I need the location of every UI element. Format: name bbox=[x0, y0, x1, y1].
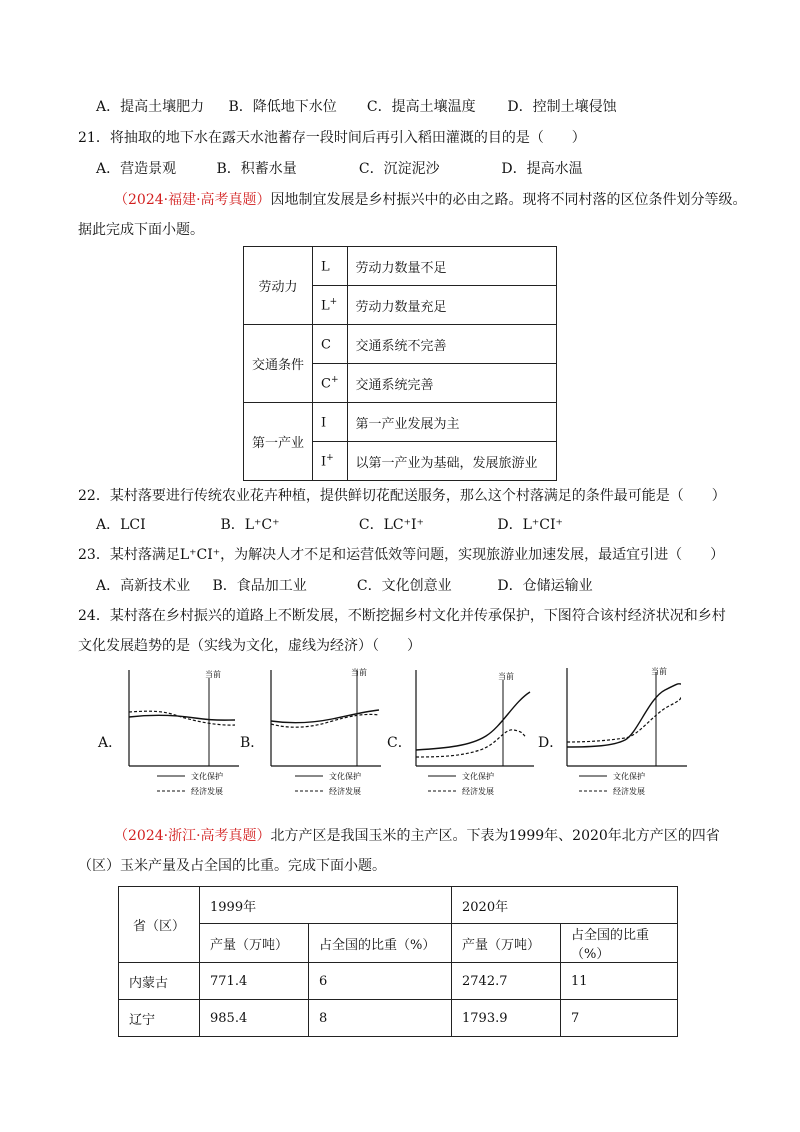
q21-option-c: C．沉淀泥沙 bbox=[358, 161, 440, 177]
q22-option-b: B．L⁺C⁺ bbox=[220, 517, 280, 533]
table-row bbox=[244, 403, 557, 442]
culture-line bbox=[567, 684, 681, 747]
q22-option-c: C．LC⁺I⁺ bbox=[358, 517, 424, 533]
factor-cell: 劳动力 bbox=[244, 247, 313, 325]
graph-a bbox=[115, 662, 245, 804]
graph-d-letter: D． bbox=[538, 735, 564, 751]
culture-line bbox=[129, 715, 235, 720]
table-row bbox=[119, 1000, 678, 1037]
output-2020-cell: 1793.9 bbox=[452, 1000, 561, 1037]
q20-option-b: B．降低地下水位 bbox=[228, 99, 337, 115]
economy-line bbox=[567, 698, 681, 742]
graph-d bbox=[553, 662, 693, 804]
legend-solid-label: 文化保护 bbox=[613, 772, 645, 781]
q24-stem-line2: 文化发展趋势的是（实线为文化，虚线为经济）（ ） bbox=[78, 638, 421, 654]
q23-options bbox=[96, 576, 593, 596]
group2-intro-text: 北方产区是我国玉米的主产区。下表为1999年、2020年北方产区的四省 bbox=[270, 828, 720, 844]
group2-intro-line1 bbox=[114, 826, 720, 846]
table-row bbox=[119, 924, 678, 963]
output-1999-cell: 985.4 bbox=[200, 1000, 309, 1037]
col-share-2020: 占全国的比重（%） bbox=[561, 924, 678, 963]
group1-intro-line2: 据此完成下面小题。 bbox=[78, 222, 204, 238]
col-output-1999: 产量（万吨） bbox=[200, 924, 309, 963]
legend-dashed-label: 经济发展 bbox=[462, 787, 494, 796]
desc-cell: 交通系统完善 bbox=[347, 364, 557, 403]
province-cell: 内蒙古 bbox=[119, 963, 200, 1000]
graph-b bbox=[257, 662, 387, 804]
economy-line bbox=[416, 730, 526, 757]
graph-c-letter: C． bbox=[387, 735, 412, 751]
legend-dashed-label: 经济发展 bbox=[191, 787, 223, 796]
legend-solid-label: 文化保护 bbox=[462, 772, 494, 781]
legend-solid-label: 文化保护 bbox=[191, 772, 223, 781]
year-1999-header: 1999年 bbox=[200, 887, 452, 924]
code-cell: L+ bbox=[313, 286, 348, 325]
group1-source: （2024·福建·高考真题） bbox=[114, 192, 271, 208]
group1-intro-text: 因地制宜发展是乡村振兴中的必由之路。现将不同村落的区位条件划分等级。 bbox=[270, 192, 747, 208]
group1-intro-line1 bbox=[114, 190, 747, 210]
graph-a-letter: A． bbox=[98, 735, 123, 751]
culture-line bbox=[271, 710, 379, 723]
now-label: 当前 bbox=[351, 668, 367, 677]
q24-stem-line1: 24．某村落在乡村振兴的道路上不断发展，不断挖掘乡村文化并传承保护，下图符合该村经济状况和乡村 bbox=[78, 608, 726, 624]
table-row bbox=[119, 963, 678, 1000]
share-2020-cell: 7 bbox=[561, 1000, 678, 1037]
table-row bbox=[244, 247, 557, 286]
group2-source: （2024·浙江·高考真题） bbox=[114, 828, 271, 844]
q22-option-d: D．L⁺CI⁺ bbox=[497, 517, 563, 533]
table-row bbox=[119, 887, 678, 924]
desc-cell: 劳动力数量充足 bbox=[347, 286, 557, 325]
q23-stem: 23．某村落满足L⁺CI⁺，为解决人才不足和运营低效等问题，实现旅游业加速发展，最适宜引进（ ） bbox=[78, 547, 725, 563]
now-label: 当前 bbox=[205, 670, 221, 679]
q22-options bbox=[96, 515, 563, 535]
village-conditions-table bbox=[243, 246, 557, 481]
group2-intro-line2: （区）玉米产量及占全国的比重。完成下面小题。 bbox=[78, 858, 386, 874]
province-header: 省（区） bbox=[119, 887, 200, 963]
q20-option-c: C．提高土壤温度 bbox=[366, 99, 476, 115]
desc-cell: 交通系统不完善 bbox=[347, 325, 557, 364]
code-cell: C+ bbox=[313, 364, 348, 403]
col-output-2020: 产量（万吨） bbox=[452, 924, 561, 963]
legend-dashed-label: 经济发展 bbox=[613, 787, 645, 796]
desc-cell: 第一产业发展为主 bbox=[347, 403, 557, 442]
share-1999-cell: 6 bbox=[309, 963, 452, 1000]
q20-options bbox=[96, 97, 617, 117]
q21-options bbox=[96, 159, 583, 179]
q20-option-a: A．提高土壤肥力 bbox=[96, 99, 205, 115]
factor-cell: 交通条件 bbox=[244, 325, 313, 403]
table-row bbox=[244, 325, 557, 364]
province-cell: 辽宁 bbox=[119, 1000, 200, 1037]
desc-cell: 以第一产业为基础，发展旅游业 bbox=[347, 442, 557, 481]
code-cell: I bbox=[313, 403, 348, 442]
output-2020-cell: 2742.7 bbox=[452, 963, 561, 1000]
q23-option-c: C．文化创意业 bbox=[356, 578, 452, 594]
legend-dashed-label: 经济发展 bbox=[329, 787, 361, 796]
desc-cell: 劳动力数量不足 bbox=[347, 247, 557, 286]
code-cell: L bbox=[313, 247, 348, 286]
now-label: 当前 bbox=[651, 667, 667, 676]
culture-line bbox=[416, 692, 530, 750]
code-cell: C bbox=[313, 325, 348, 364]
economy-line bbox=[129, 711, 235, 725]
output-1999-cell: 771.4 bbox=[200, 963, 309, 1000]
corn-output-table bbox=[118, 886, 678, 1037]
q23-option-a: A．高新技术业 bbox=[96, 578, 191, 594]
col-share-1999: 占全国的比重（%） bbox=[309, 924, 452, 963]
q22-option-a: A．LCI bbox=[96, 517, 146, 533]
share-1999-cell: 8 bbox=[309, 1000, 452, 1037]
now-label: 当前 bbox=[498, 672, 514, 681]
share-2020-cell: 11 bbox=[561, 963, 678, 1000]
legend-solid-label: 文化保护 bbox=[329, 772, 361, 781]
factor-cell: 第一产业 bbox=[244, 403, 313, 481]
q23-option-b: B．食品加工业 bbox=[212, 578, 307, 594]
q22-stem: 22．某村落要进行传统农业花卉种植，提供鲜切花配送服务，那么这个村落满足的条件最可能是（ ） bbox=[78, 488, 726, 504]
q21-option-b: B．积蓄水量 bbox=[216, 161, 297, 177]
q21-option-d: D．提高水温 bbox=[501, 161, 583, 177]
q21-stem: 21．将抽取的地下水在露天水池蓄存一段时间后再引入稻田灌溉的目的是（ ） bbox=[78, 130, 586, 146]
q20-option-d: D．控制土壤侵蚀 bbox=[507, 99, 617, 115]
q23-option-d: D．仓储运输业 bbox=[497, 578, 593, 594]
graph-c bbox=[402, 662, 540, 804]
q21-option-a: A．营造景观 bbox=[96, 161, 177, 177]
graph-b-letter: B． bbox=[240, 735, 265, 751]
code-cell: I+ bbox=[313, 442, 348, 481]
year-2020-header: 2020年 bbox=[452, 887, 678, 924]
